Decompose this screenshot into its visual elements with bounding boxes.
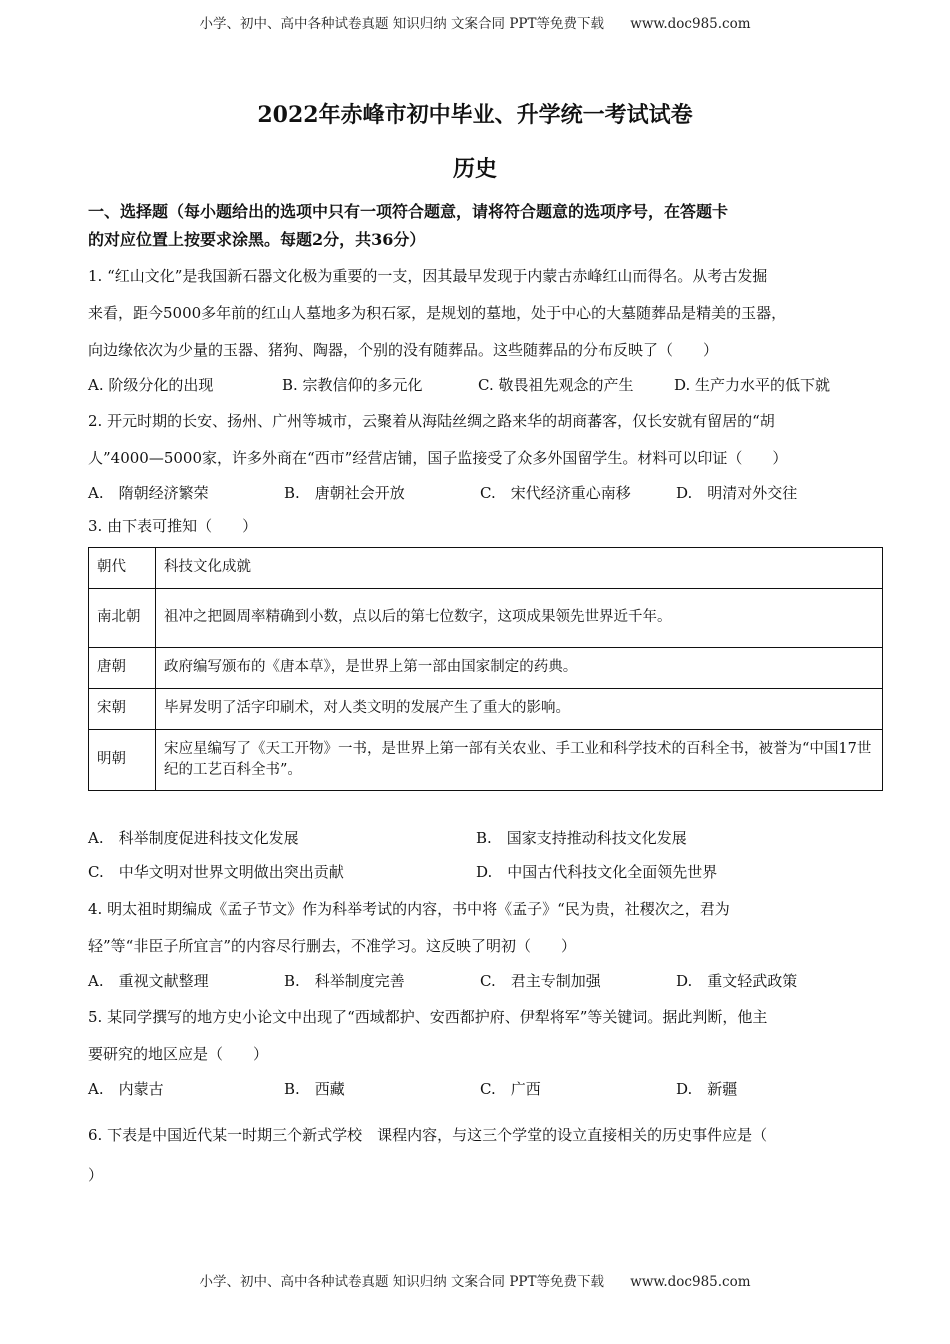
table-header-cell: 朝代 [89,548,156,589]
question-line: 人”4000—5000家，许多外商在“西市”经营店铺，国子监接受了众多外国留学生。材料可以印证（ ） [88,449,788,467]
question-4 [88,891,883,997]
question-line: 5. 某同学撰写的地方史小论文中出现了“西域都护、安西都护府、伊犁将军”等关键词。据此判断，他主 [88,1008,768,1026]
question-line: 1. “红山文化”是我国新石器文化极为重要的一支，因其最早发现于内蒙古赤峰红山而得名。从考古发掘 [88,267,768,285]
exam-title: 2022年赤峰市初中毕业、升学统一考试试卷 [257,102,693,128]
option-d: D. 中国古代科技文化全面领先世界 [476,863,718,881]
option-a: A. 科举制度促进科技文化发展 [88,829,299,847]
question-line: ） [88,1166,104,1184]
table-header-row [89,548,883,589]
question-line: 轻”等“非臣子所宜言”的内容尽行删去，不准学习。这反映了明初（ ） [88,937,577,955]
section-heading-line: 一、选择题（每小题给出的选项中只有一项符合题意，请将符合题意的选项序号，在答题卡 [88,202,729,221]
question-2 [88,403,883,509]
exam-content [88,198,883,1195]
header-text: 小学、初中、高中各种试卷真题 知识归纳 文案合同 PPT等免费下载 [199,16,604,32]
option-c: C. 君主专制加强 [480,972,601,990]
table-header-cell: 科技文化成就 [156,548,883,589]
question-line: 向边缘依次为少量的玉器、猪狗、陶器，个别的没有随葬品。这些随葬品的分布反映了（ ） [88,341,719,359]
table-cell: 毕昇发明了活字印刷术，对人类文明的发展产生了重大的影响。 [156,689,883,730]
question-options [88,477,883,509]
table-cell: 唐朝 [89,648,156,689]
option-a: A. 重视文献整理 [88,972,209,990]
question-line: 来看，距今5000多年前的红山人墓地多为积石冢，是规划的墓地，处于中心的大墓随葬品是精美的玉器， [88,304,787,322]
section-heading [88,198,883,254]
page-header [0,12,950,32]
option-d: D. 新疆 [676,1080,738,1098]
option-a: A. 内蒙古 [88,1080,164,1098]
option-b: B. 西藏 [284,1080,345,1098]
table-row [89,689,883,730]
option-d: D. 重文轻武政策 [676,972,798,990]
question-options [88,369,883,401]
option-c: C. 宋代经济重心南移 [480,484,631,502]
option-b: B. 宗教信仰的多元化 [282,376,423,394]
table-cell: 明朝 [89,730,156,791]
table-cell: 政府编写颁布的《唐本草》，是世界上第一部由国家制定的药典。 [156,648,883,689]
option-c: C. 敬畏祖先观念的产生 [478,376,634,394]
page-footer [0,1270,950,1290]
question-line: 要研究的地区应是（ ） [88,1045,269,1063]
option-d: D. 明清对外交往 [676,484,798,502]
exam-subject: 历史 [452,156,497,182]
table-cell: 祖冲之把圆周率精确到小数，点以后的第七位数字，这项成果领先世界近千年。 [156,589,883,648]
question-line: 4. 明太祖时期编成《孟子节文》作为科举考试的内容，书中将《孟子》“民为贵，社稷次之，君为 [88,900,730,918]
question-3 [88,511,883,889]
option-a: A. 隋朝经济繁荣 [88,484,209,502]
footer-text: 小学、初中、高中各种试卷真题 知识归纳 文案合同 PPT等免费下载 [199,1274,604,1290]
option-b: B. 科举制度完善 [284,972,405,990]
header-site[interactable]: www.doc985.com [630,16,751,32]
question-options [88,965,883,997]
table-row [89,730,883,791]
option-a: A. 阶级分化的出现 [88,376,214,394]
option-c: C. 中华文明对世界文明做出突出贡献 [88,863,344,881]
option-b: B. 唐朝社会开放 [284,484,405,502]
table-cell: 宋朝 [89,689,156,730]
question-6 [88,1115,883,1195]
question-options [88,1073,883,1105]
question-options [88,821,883,889]
question-line: 2. 开元时期的长安、扬州、广州等城市，云聚着从海陆丝绸之路来华的胡商蕃客，仅长安就有留居的“胡 [88,412,775,430]
question-5 [88,999,883,1105]
table-cell: 南北朝 [89,589,156,648]
question-1 [88,258,883,401]
option-c: C. 广西 [480,1080,541,1098]
footer-site[interactable]: www.doc985.com [630,1274,751,1290]
table-row [89,589,883,648]
section-heading-line: 的对应位置上按要求涂黑。每题2分，共36分） [88,230,426,249]
option-d: D. 生产力水平的低下就 [674,376,831,394]
achievement-table [88,547,883,791]
question-line: 6. 下表是中国近代某一时期三个新式学校 课程内容，与这三个学堂的设立直接相关的历史事件应是（ [88,1126,768,1144]
option-b: B. 国家支持推动科技文化发展 [476,829,687,847]
question-line: 3. 由下表可推知（ ） [88,517,258,535]
table-cell: 宋应星编写了《天工开物》一书，是世界上第一部有关农业、手工业和科学技术的百科全书，被誉为“中国17世纪的工艺百科全书”。 [156,730,883,791]
table-row [89,648,883,689]
